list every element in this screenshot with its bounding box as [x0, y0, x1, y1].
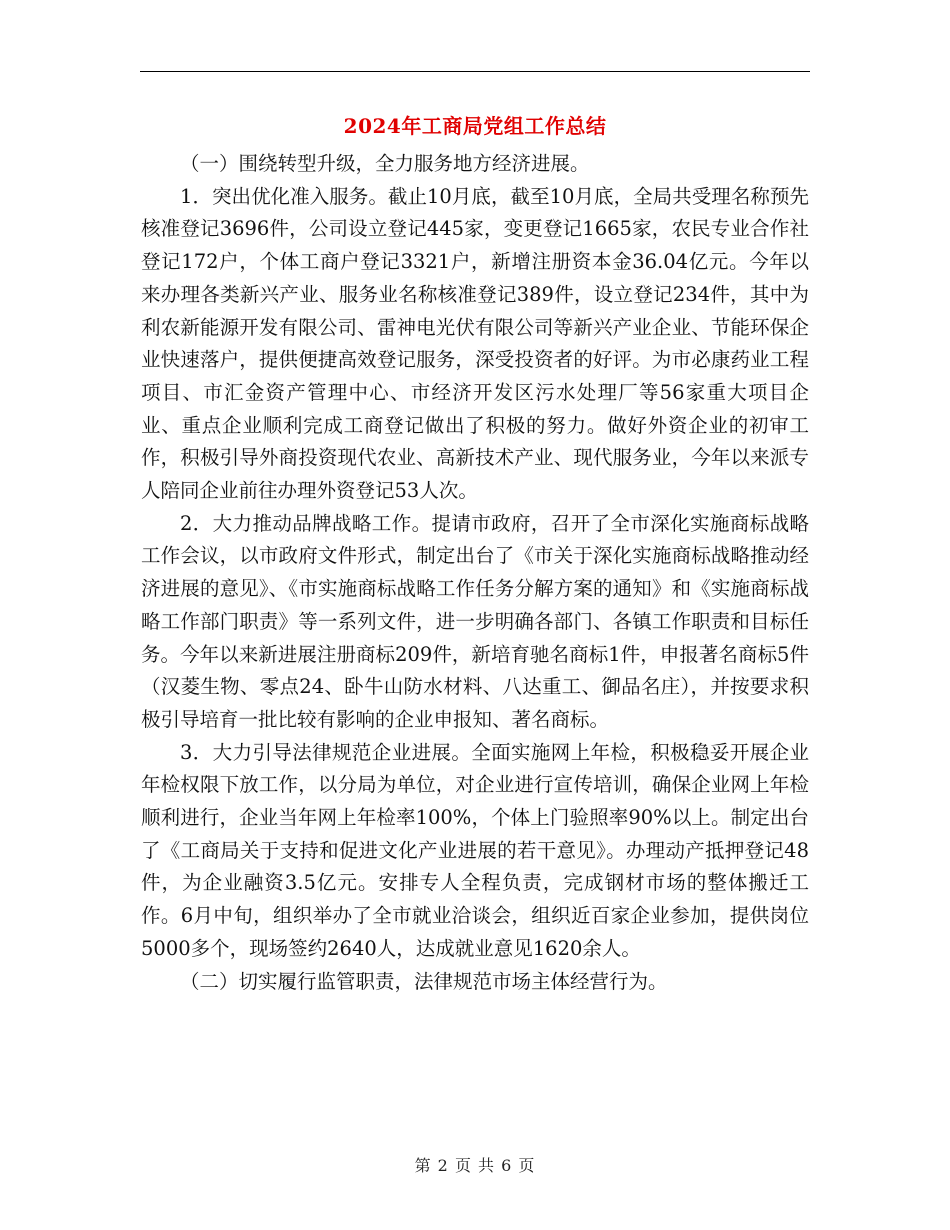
paragraph-section-2-heading: （二）切实履行监管职责，法律规范市场主体经营行为。	[180, 969, 668, 993]
document-title: 2024年工商局党组工作总结	[343, 114, 607, 138]
paragraph-enterprise-guidance: 3．大力引导法律规范企业进展。全面实施网上年检，积极稳妥开展企业年检权限下放工作，以分局为单位，对企业进行宣传培训，确保企业网上年检顺利进行，企业当年网上年检率100%，个体上门验照率90%以上。制定出台了《工商局关于支持和促进文化产业进展的若干意见》。办理动产抵押登记48件，为企业融资3.5亿元。安排专人全程负责，完成钢材市场的整体搬迁工作。6月中旬，组织举办了全市就业洽谈会，组织近百家企业参加，提供岗位5000多个，现场签约2640人，达成就业意见1620余人。	[141, 740, 809, 960]
document-body	[141, 148, 809, 998]
page-number-footer: 第 2 页 共 6 页	[414, 1156, 536, 1175]
paragraph-brand-strategy: 2．大力推动品牌战略工作。提请市政府，召开了全市深化实施商标战略工作会议，以市政府文件形式，制定出台了《市关于深化实施商标战略推动经济进展的意见》、《市实施商标战略工作任务分解方案的通知》和《实施商标战略工作部门职责》等一系列文件，进一步明确各部门、各镇工作职责和目标任务。今年以来新进展注册商标209件，新培育驰名商标1件，申报著名商标5件（汉菱生物、零点24、卧牛山防水材料、八达重工、御品名庄），并按要求积极引导培育一批比较有影响的企业申报知、著名商标。	[141, 511, 809, 731]
header-rule	[140, 71, 810, 72]
paragraph-admission-services: 1．突出优化准入服务。截止10月底，截至10月底，全局共受理名称预先核准登记3696件，公司设立登记445家，变更登记1665家，农民专业合作社登记172户，个体工商户登记3321户，新增注册资本金36.04亿元。今年以来办理各类新兴产业、服务业名称核准登记389件，设立登记234件，其中为利农新能源开发有限公司、雷神电光伏有限公司等新兴产业企业、节能环保企业快速落户，提供便捷高效登记服务，深受投资者的好评。为市必康药业工程项目、市汇金资产管理中心、市经济开发区污水处理厂等56家重大项目企业、重点企业顺利完成工商登记做出了积极的努力。做好外资企业的初审工作，积极引导外商投资现代农业、高新技术产业、现代服务业，今年以来派专人陪同企业前往办理外资登记53人次。	[141, 184, 809, 503]
paragraph-section-1-heading: （一）围绕转型升级，全力服务地方经济进展。	[180, 152, 590, 175]
